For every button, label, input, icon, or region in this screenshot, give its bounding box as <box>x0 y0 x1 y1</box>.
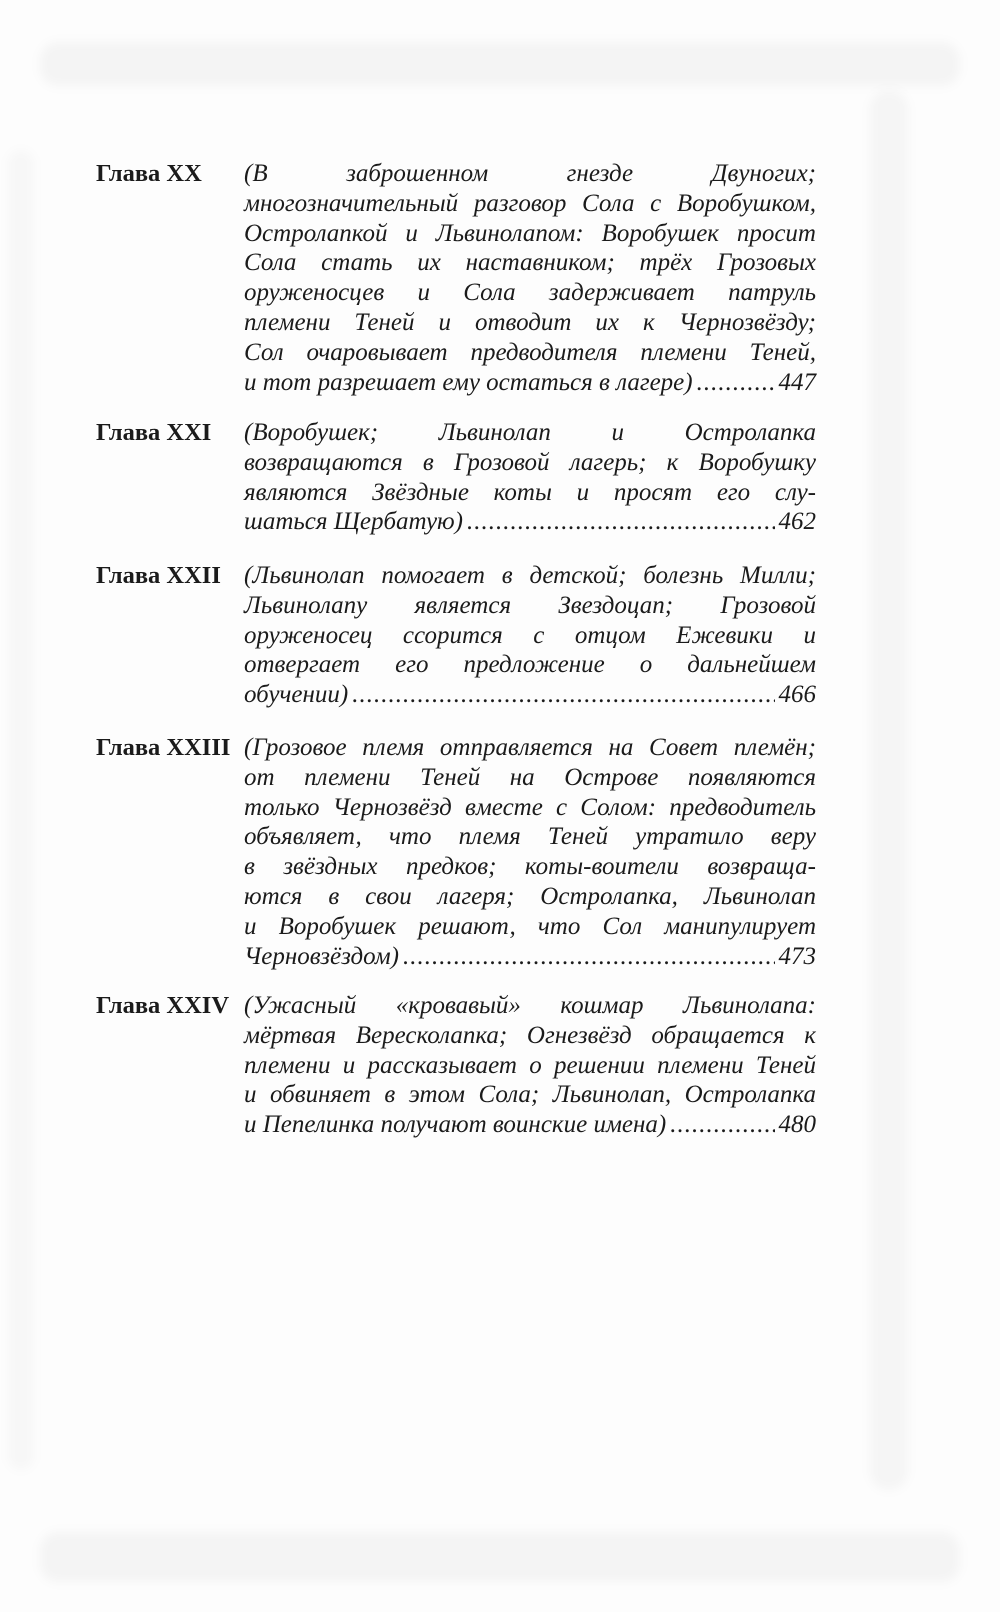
summary-last-line <box>244 1110 816 1140</box>
chapter-summary <box>244 733 816 971</box>
summary-line: Львинолапу является Звездоцап; Грозовой <box>244 591 816 619</box>
summary-line: объявляет, что племя Теней утратило веру <box>244 823 816 851</box>
show-through-left <box>8 150 34 1470</box>
summary-line: (Воробушек; Львинолап и Остролапка <box>244 419 816 446</box>
summary-line: оруженосец ссорится с отцом Ежевики и <box>244 621 816 649</box>
summary-line: мёртвая Вересколапка; Огнезвёзд обращается к <box>244 1021 816 1049</box>
chapter-summary <box>244 561 816 710</box>
page-number: 447 <box>778 368 816 396</box>
chapter-summary <box>244 991 816 1140</box>
summary-line: ются в свои лагеря; Остролапка, Львинолап <box>244 882 816 910</box>
chapter-label: Глава XXIII <box>96 734 231 761</box>
summary-line: только Чернозвёзд вместе с Солом: предводитель <box>244 793 816 821</box>
dot-leader <box>403 942 775 972</box>
summary-line: племени Теней и отводит их к Чернозвёзду; <box>244 308 816 336</box>
summary-line: (В заброшенном гнезде Двуногих; <box>244 160 816 187</box>
summary-line: Сола стать их наставником; трёх Грозовых <box>244 249 816 277</box>
summary-line: Остролапкой и Львинолапом: Воробушек просит <box>244 219 816 247</box>
summary-line: возвращаются в Грозовой лагерь; к Воробушку <box>244 448 816 476</box>
summary-line: (Грозовое племя отправляется на Совет племён; <box>244 734 816 761</box>
summary-line: являются Звёздные коты и просят его слу- <box>244 478 816 506</box>
chapter-label: Глава XXI <box>96 419 212 446</box>
summary-line: и Воробушек решают, что Сол манипулирует <box>244 912 816 940</box>
summary-line: и тот разрешает ему остаться в лагере) <box>244 368 693 396</box>
summary-line: многозначительный разговор Сола с Воробушком, <box>244 189 816 217</box>
summary-line: отвергает его предложение о дальнейшем <box>244 651 816 679</box>
summary-line: обучении) <box>244 681 349 709</box>
chapter-summary <box>244 418 816 537</box>
summary-line: (Львинолап помогает в детской; болезнь Милли; <box>244 562 816 589</box>
summary-last-line <box>244 368 816 398</box>
summary-line: в звёздных предков; коты-воители возвраща- <box>244 853 816 881</box>
summary-line: шаться Щербатую) <box>244 508 463 536</box>
chapter-label: Глава XXIV <box>96 992 230 1019</box>
page-number: 473 <box>778 942 816 970</box>
page-number: 466 <box>778 681 816 709</box>
chapter-label: Глава XXII <box>96 562 221 589</box>
show-through-right <box>870 90 908 1490</box>
dot-leader <box>697 368 775 398</box>
chapter-summary <box>244 159 816 397</box>
summary-line: и Пепелинка получают воинские имена) <box>244 1111 667 1139</box>
summary-line: Сол очаровывает предводителя племени Теней, <box>244 338 816 366</box>
summary-line: оруженосцев и Сола задерживает патруль <box>244 279 816 307</box>
page-number: 462 <box>778 508 816 536</box>
summary-line: племени и рассказывает о решении племени Теней <box>244 1051 816 1079</box>
summary-line: и обвиняет в этом Сола; Львинолап, Остролапка <box>244 1081 816 1109</box>
summary-line: Черновзёздом) <box>244 942 399 970</box>
summary-last-line <box>244 507 816 537</box>
dot-leader <box>670 1110 774 1140</box>
summary-last-line <box>244 942 816 972</box>
chapter-label: Глава XX <box>96 160 202 187</box>
show-through-top <box>40 42 960 86</box>
summary-line: от племени Теней на Острове появляются <box>244 763 816 791</box>
summary-line: (Ужасный «кровавый» кошмар Львинолапа: <box>244 992 816 1019</box>
dot-leader <box>352 680 774 710</box>
show-through-bottom <box>40 1532 960 1582</box>
page-number: 480 <box>778 1111 816 1139</box>
summary-last-line <box>244 680 816 710</box>
dot-leader <box>467 507 775 537</box>
